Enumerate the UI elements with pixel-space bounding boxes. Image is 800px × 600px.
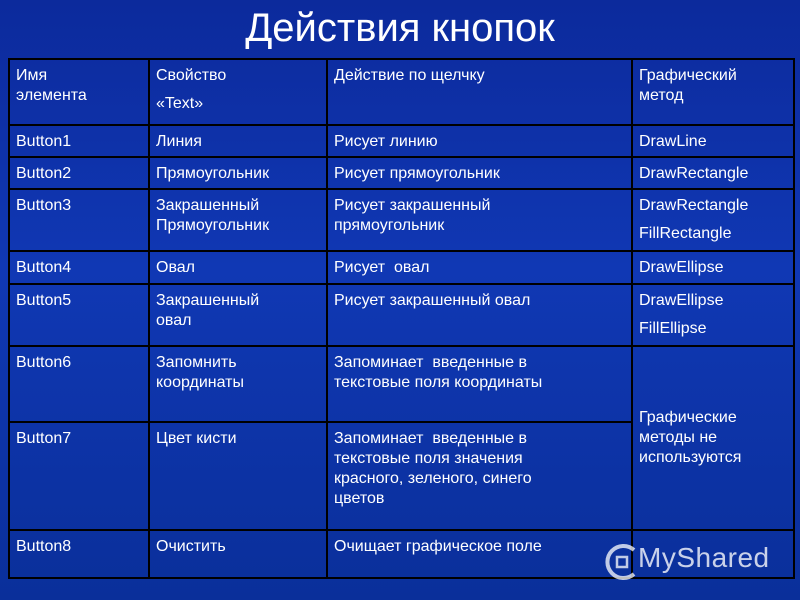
cell-text-property xyxy=(149,530,327,578)
cell-element-name: Button7 xyxy=(9,422,149,530)
cell-text-property xyxy=(149,125,327,157)
cell-element-name: Button4 xyxy=(9,251,149,284)
header-text: метод xyxy=(639,87,684,104)
cell-element-name: Button6 xyxy=(9,346,149,422)
cell-text: Закрашенный xyxy=(156,197,260,214)
cell-graphic-method xyxy=(632,530,794,578)
cell-text: Овал xyxy=(156,259,195,276)
cell-click-action xyxy=(327,284,632,346)
cell-text: Прямоугольник xyxy=(156,217,270,234)
cell-click-action xyxy=(327,189,632,251)
table-row xyxy=(9,251,794,284)
buttons-table xyxy=(8,58,795,579)
cell-text: Прямоугольник xyxy=(156,165,270,182)
cell-text: Запомнить xyxy=(156,354,237,371)
cell-element-name: Button2 xyxy=(9,157,149,189)
cell-element-name: Button8 xyxy=(9,530,149,578)
cell-text: DrawEllipse xyxy=(639,259,724,276)
table-row xyxy=(9,157,794,189)
cell-element-name: Button5 xyxy=(9,284,149,346)
cell-text: овал xyxy=(156,312,192,329)
cell-text: FillEllipse xyxy=(639,320,707,337)
cell-graphic-method-merged xyxy=(632,346,794,530)
cell-text: Закрашенный xyxy=(156,292,260,309)
cell-text: Запоминает введенные в xyxy=(334,354,527,371)
header-click-action xyxy=(327,59,632,125)
cell-text: FillRectangle xyxy=(639,225,732,242)
table-row xyxy=(9,530,794,578)
cell-text: Рисует закрашенный овал xyxy=(334,292,531,309)
cell-text: используются xyxy=(639,449,742,466)
cell-graphic-method xyxy=(632,125,794,157)
cell-text: Цвет кисти xyxy=(156,430,237,447)
cell-graphic-method xyxy=(632,251,794,284)
table-row xyxy=(9,125,794,157)
cell-text-property xyxy=(149,422,327,530)
cell-text: Рисует линию xyxy=(334,133,438,150)
cell-text: цветов xyxy=(334,490,385,507)
cell-click-action xyxy=(327,157,632,189)
cell-graphic-method xyxy=(632,189,794,251)
cell-text-property xyxy=(149,189,327,251)
header-text: Действие по щелчку xyxy=(334,67,485,84)
table-row xyxy=(9,189,794,251)
cell-text: Запоминает введенные в xyxy=(334,430,527,447)
header-text: Свойство xyxy=(156,67,227,84)
table-header-row xyxy=(9,59,794,125)
table-row xyxy=(9,346,794,422)
cell-element-name: Button3 xyxy=(9,189,149,251)
cell-text: DrawRectangle xyxy=(639,197,749,214)
watermark-text: MyShared xyxy=(638,542,770,573)
cell-text-property xyxy=(149,284,327,346)
cell-text-property xyxy=(149,157,327,189)
cell-text: методы не xyxy=(639,429,718,446)
header-text: «Text» xyxy=(156,95,204,112)
cell-click-action xyxy=(327,125,632,157)
cell-text-property xyxy=(149,346,327,422)
cell-text: координаты xyxy=(156,374,244,391)
cell-click-action xyxy=(327,422,632,530)
cell-text: Рисует закрашенный xyxy=(334,197,491,214)
cell-text: Очищает графическое поле xyxy=(334,538,542,555)
slide-title: Действия кнопок xyxy=(245,6,555,50)
cell-text: Очистить xyxy=(156,538,226,555)
table-row xyxy=(9,284,794,346)
cell-text: текстовые поля координаты xyxy=(334,374,543,391)
cell-click-action xyxy=(327,530,632,578)
cell-text: красного, зеленого, синего xyxy=(334,470,532,487)
cell-click-action xyxy=(327,346,632,422)
cell-graphic-method xyxy=(632,284,794,346)
header-element-name xyxy=(9,59,149,125)
cell-text: Рисует прямоугольник xyxy=(334,165,500,182)
cell-text: DrawEllipse xyxy=(639,292,724,309)
header-text: Графический xyxy=(639,67,737,84)
cell-text: Рисует овал xyxy=(334,259,430,276)
cell-text: прямоугольник xyxy=(334,217,445,234)
cell-text: DrawRectangle xyxy=(639,165,749,182)
header-graphic-method xyxy=(632,59,794,125)
cell-text: DrawLine xyxy=(639,133,707,150)
header-text: элемента xyxy=(16,87,87,104)
header-text: Имя xyxy=(16,67,48,84)
cell-graphic-method xyxy=(632,157,794,189)
cell-text-property xyxy=(149,251,327,284)
cell-element-name: Button1 xyxy=(9,125,149,157)
cell-click-action xyxy=(327,251,632,284)
header-text-property xyxy=(149,59,327,125)
cell-text: Линия xyxy=(156,133,202,150)
cell-text: текстовые поля значения xyxy=(334,450,523,467)
cell-text: Графические xyxy=(639,409,737,426)
